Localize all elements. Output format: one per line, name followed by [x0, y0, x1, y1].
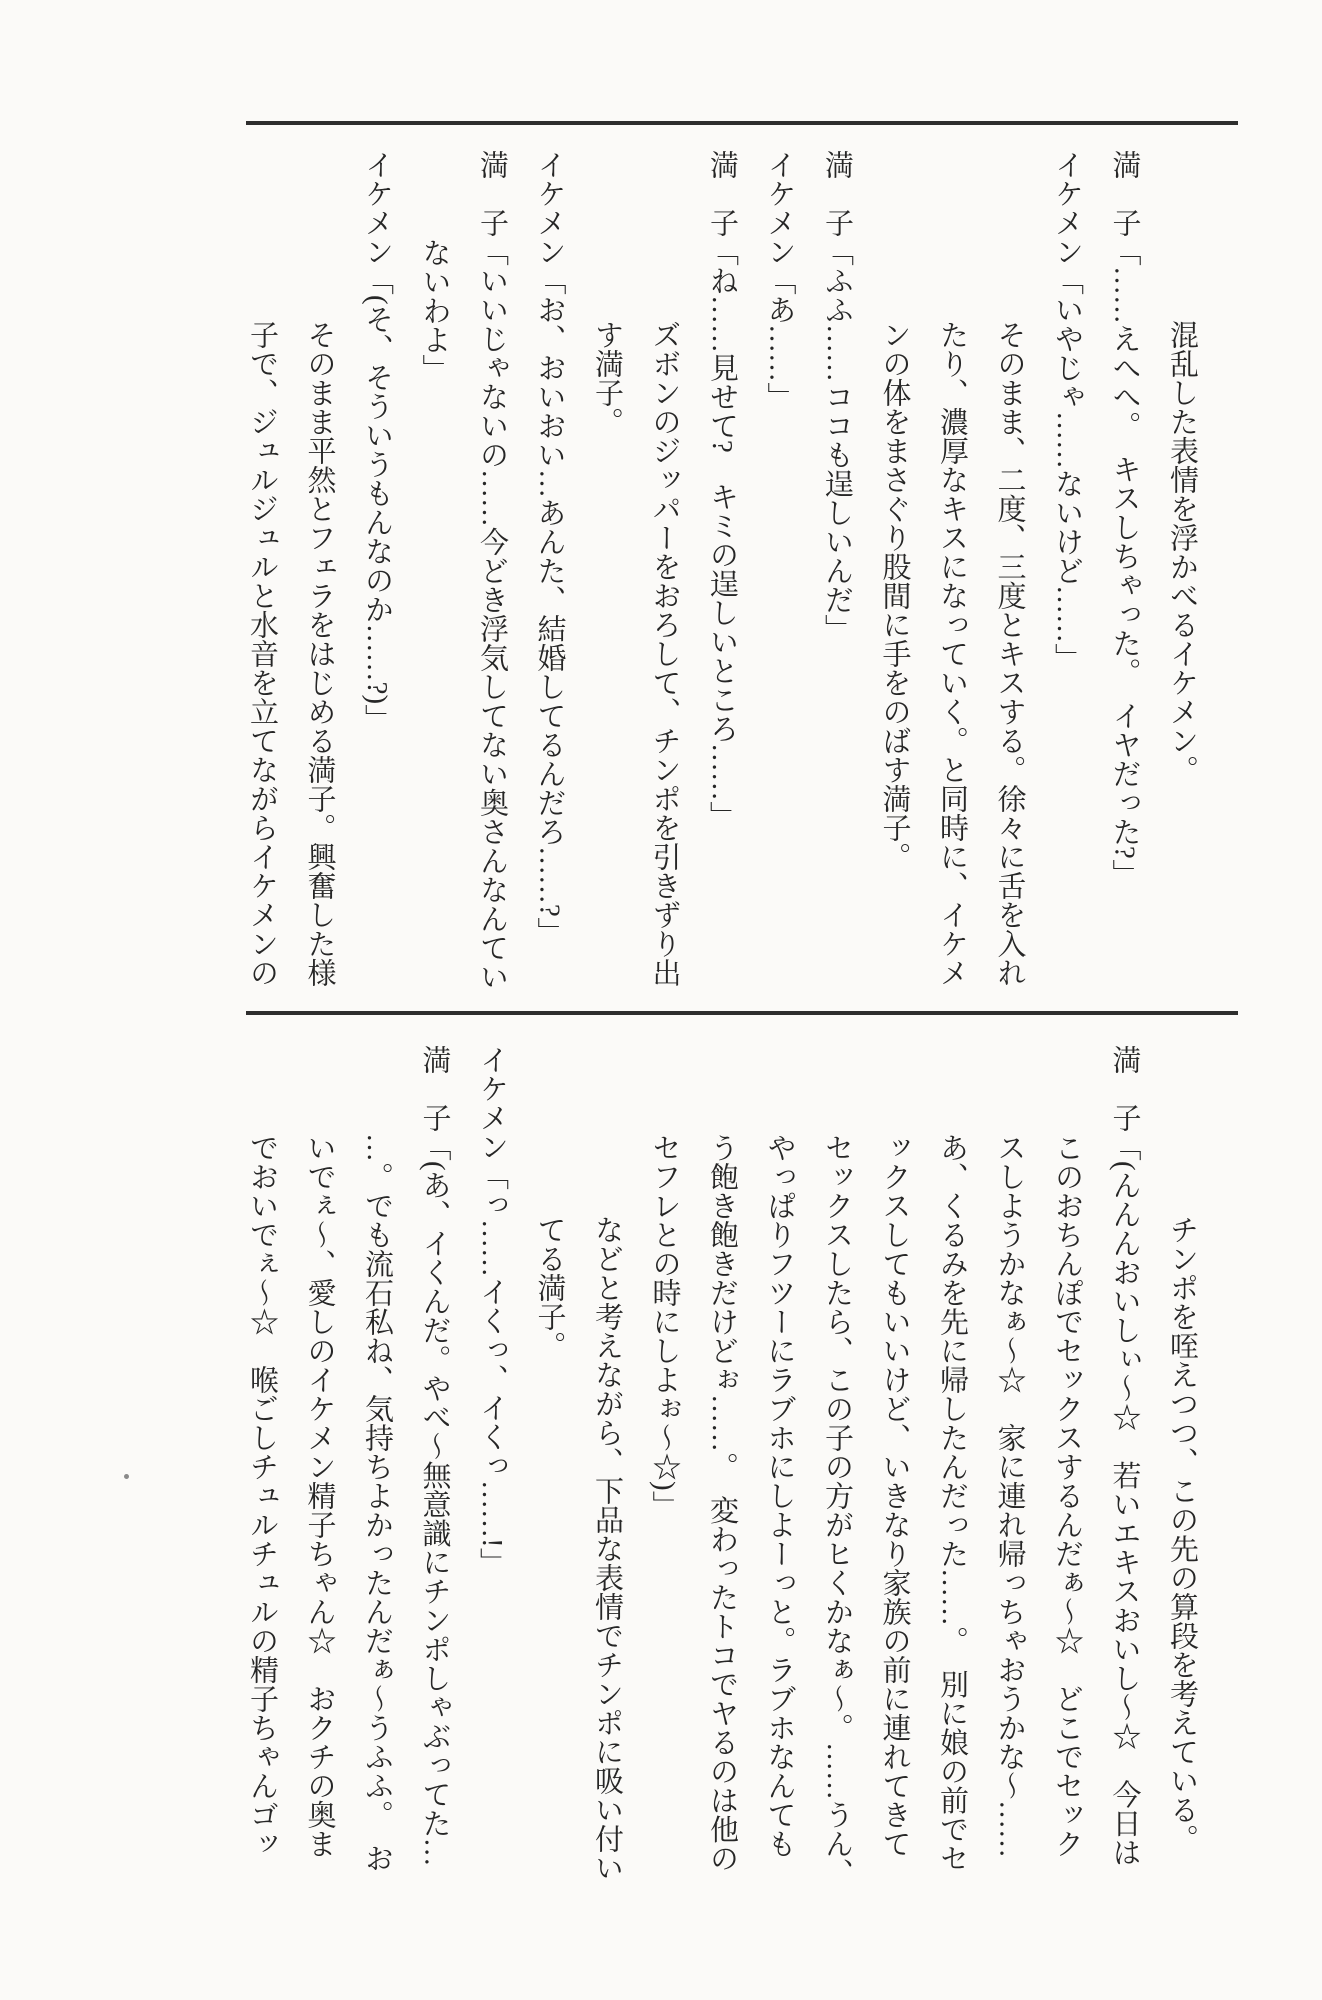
script-line: 満 子「(あ、イくんだ。やべ〜無意識にチンポしゃぶってた…	[418, 1045, 451, 1867]
script-line: 満 子「ふふ……ココも逞しいんだ」	[821, 150, 853, 643]
script-line: イケメン「っ……イくっ、イくっ……!」	[476, 1045, 508, 1577]
script-line: イケメン「あ……」	[763, 150, 796, 411]
script-line: そのまま平然とフェラをはじめる満子。興奮した様	[303, 320, 336, 987]
script-line: す満子。	[591, 320, 623, 436]
script-line: そのまま、二度、三度とキスする。徐々に舌を入れ	[993, 320, 1026, 987]
script-line: ックスしてもいいけど、いきなり家族の前に連れてきて	[878, 1133, 911, 1858]
script-line: ズボンのジッパーをおろして、チンポを引きずり出	[648, 320, 681, 987]
script-line: ないわよ」	[418, 238, 451, 383]
script-line: ンの体をまさぐり股間に手をのばす満子。	[878, 320, 911, 871]
script-line: セックスしたら、この子の方がヒくかなぁ〜。……うん、	[821, 1133, 853, 1887]
script-line: スしようかなぁ〜☆ 家に連れ帰っちゃおうかな〜……	[993, 1133, 1026, 1858]
script-line: 満 子「……えへへ。 キスしちゃった。 イヤだった?」	[1108, 150, 1141, 888]
script-line: 混乱した表情を浮かべるイケメン。	[1166, 320, 1198, 784]
script-block-bottom	[233, 1045, 1211, 1887]
script-line: チンポを咥えつつ、この先の算段を考えている。	[1166, 1215, 1198, 1853]
script-line: 満 子「いいじゃないの……今どき浮気してない奥さんなんてい	[476, 150, 508, 991]
script-line: 満 子「ね……見せて? キミの逞しいところ……」	[706, 150, 738, 830]
script-line: てる満子。	[533, 1215, 566, 1360]
script-line: でおいでぇ〜☆ 喉ごしチュルチュルの精子ちゃんゴッ	[246, 1133, 278, 1858]
script-line: やっぱりフツーにラブホにしよーっと。ラブホなんても	[763, 1133, 796, 1858]
script-line: いでぇ〜、愛しのイケメン精子ちゃん☆ おクチの奥ま	[303, 1133, 336, 1858]
script-line: …。でも流石私ね、気持ちよかったんだぁ〜うふふ。 お	[361, 1133, 393, 1873]
script-line: このおちんぽでセックスするんだぁ〜☆ どこでセック	[1051, 1133, 1083, 1858]
script-line: 満 子「(んんんおいしぃ〜☆ 若いエキスおいし〜☆ 今日は	[1108, 1045, 1141, 1867]
script-block-top	[233, 150, 1211, 991]
script-line: イケメン「いやじゃ……ないけど……」	[1051, 150, 1083, 672]
script-line: イケメン「(そ、そういうもんなのか……?)」	[361, 150, 393, 734]
script-line: う飽き飽きだけどぉ……。 変わったトコでヤるのは他の	[706, 1133, 738, 1873]
script-line: たり、濃厚なキスになっていく。と同時に、イケメ	[936, 320, 968, 987]
top-rule	[246, 121, 1238, 125]
script-line: などと考えながら、下品な表情でチンポに吸い付い	[591, 1215, 623, 1882]
script-line: あ、くるみを先に帰したんだった……。 別に娘の前でセ	[936, 1133, 968, 1873]
script-line: セフレとの時にしよぉ〜☆)」	[648, 1133, 681, 1520]
script-line: 子で、ジュルジュルと水音を立てながらイケメンの	[246, 320, 278, 987]
script-line: イケメン「お、おいおい…あんた、結婚してるんだろ……?」	[533, 150, 566, 946]
section-divider-rule	[246, 1011, 1238, 1015]
scan-speck	[124, 1474, 129, 1479]
